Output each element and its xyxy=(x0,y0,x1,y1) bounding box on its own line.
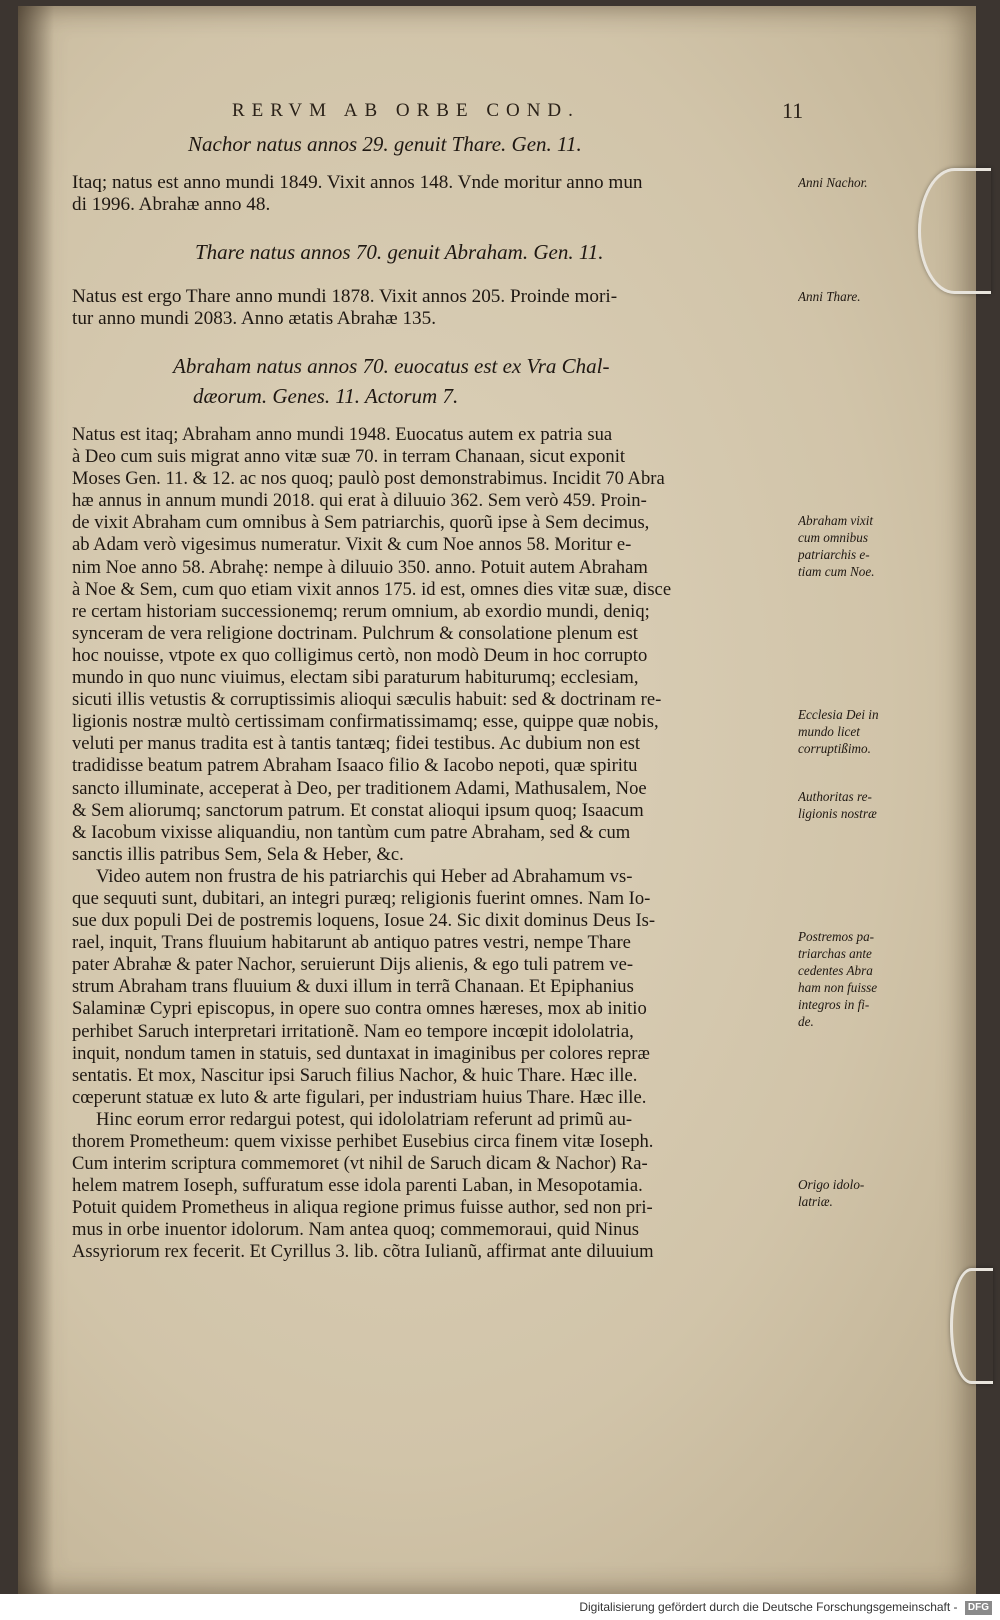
dfg-logo-icon: DFG xyxy=(965,1601,992,1615)
text-line: que sequuti sunt, dubitari, an integri puræq; religionis fuerint omnes. Nam Io- xyxy=(72,887,651,909)
margin-note-line: Ecclesia Dei in xyxy=(798,707,879,722)
text-line: re certam historiam successionemq; rerum omnium, ab exordio mundi, deniq; xyxy=(72,600,650,622)
text-line: ab Adam verò vigesimus numeratur. Vixit & cum Noe annos 58. Moritur e- xyxy=(72,534,632,556)
margin-note-line: patriarchis e- xyxy=(798,547,870,562)
text-line: inquit, nondum tamen in statuis, sed duntaxat in imaginibus per colores repræ xyxy=(72,1042,650,1064)
text-line: sentatis. Et mox, Nascitur ipsi Saruch filius Nachor, & huic Thare. Hæc ille. xyxy=(72,1064,638,1086)
text-line: sicuti illis vetustis & corruptissimis alioqui sæculis habuit: sed & doctrinam re- xyxy=(72,689,662,711)
margin-note-anni-thare xyxy=(798,288,902,305)
gutter-shadow xyxy=(18,6,54,1594)
margin-note-line: Abraham vixit xyxy=(798,513,874,528)
text-line: Cum interim scriptura commemoret (vt nihil de Saruch dicam & Nachor) Ra- xyxy=(72,1153,648,1175)
text-line: tur anno mundi 2083. Anno ætatis Abrahæ 135. xyxy=(72,308,437,330)
section-heading: Nachor natus annos 29. genuit Thare. Gen. 11. xyxy=(188,132,582,156)
text-line: Assyriorum rex fecerit. Et Cyrillus 3. lib. cõtra Iulianũ, affirmat ante diluuium xyxy=(72,1241,654,1263)
page-number: 11 xyxy=(782,98,804,123)
running-title: RERVM AB ORBE COND. xyxy=(232,100,580,121)
margin-note-line: mundo licet xyxy=(798,724,860,739)
margin-note-line: corruptißimo. xyxy=(798,741,871,756)
text-line: & Iacobum vixisse aliquandiu, non tantùm cum patre Abraham, sed & cum xyxy=(72,821,631,843)
section-heading-continued: dæorum. Genes. 11. Actorum 7. xyxy=(193,384,459,408)
margin-note-line: Origo idolo- xyxy=(798,1177,865,1192)
text-line: Natus est ergo Thare anno mundi 1878. Vixit annos 205. Proinde mori- xyxy=(72,286,618,307)
text-line: tradidisse beatum patrem Abraham Isaaco filio & Iacobo nepoti, quæ spiritu xyxy=(72,755,638,777)
text-line: mundo in quo nunc viuimus, electam sibi paraturum habiturumq; ecclesiam, xyxy=(72,667,639,689)
text-line: perhibet Saruch interpretari irritationẽ. Nam eo tempore incœpit idololatria, xyxy=(72,1020,634,1042)
credit-text: Digitalisierung gefördert durch die Deutsche Forschungsgemeinschaft - xyxy=(579,1600,958,1614)
text-line: synceram de vera religione doctrinam. Pulchrum & consolatione plenum est xyxy=(72,622,638,644)
text-line: de vixit Abraham cum omnibus à Sem patriarchis, quorũ ipse à Sem decimus, xyxy=(72,512,650,534)
margin-note-line: triarchas ante xyxy=(798,946,872,961)
margin-note-anni-nachor xyxy=(798,174,902,191)
text-line: hoc nouisse, vtpote ex quo colligimus certò, non modò Deum in hoc corrupto xyxy=(72,644,648,666)
text-line: helem matrem Ioseph, suffuratum esse idola parenti Laban, in Mesopotamia. xyxy=(72,1175,643,1197)
text-line: Itaq; natus est anno mundi 1849. Vixit annos 148. Vnde moritur anno mun xyxy=(72,172,643,193)
margin-note-line: integros in fi- xyxy=(798,997,870,1012)
text-line: & Sem aliorumq; sanctorum patrum. Et constat alioqui ipsum quoq; Isaacum xyxy=(72,799,644,821)
page-clasp xyxy=(950,1268,993,1384)
text-line: veluti per manus tradita est à tantis tantæq; fidei testibus. Ac dubium non est xyxy=(72,733,641,755)
text-line: di 1996. Abrahæ anno 48. xyxy=(72,194,271,216)
text-line: ligionis nostræ multò certissimam confirmatissimamq; esse, quippe quæ nobis, xyxy=(72,711,659,733)
paragraph-abraham xyxy=(72,424,807,1264)
section-heading: Thare natus annos 70. genuit Abraham. Gen. 11. xyxy=(195,240,604,264)
text-line: cœperunt statuæ ex luto & arte figulari, per industriam huius Thare. Hæc ille. xyxy=(72,1086,647,1108)
margin-note-line: cum omnibus xyxy=(798,530,868,545)
text-line: Natus est itaq; Abraham anno mundi 1948. Euocatus autem ex patria sua xyxy=(72,424,613,445)
margin-note-line: cedentes Abra xyxy=(798,963,873,978)
text-line: sue dux populi Dei de postremis loquens, Iosue 24. Sic dixit dominus Deus Is- xyxy=(72,910,656,932)
text-line: sanctis illis patribus Sem, Sela & Heber, &c. xyxy=(72,843,404,865)
paragraph xyxy=(72,286,807,330)
margin-note-line: tiam cum Noe. xyxy=(798,564,875,579)
text-line: Hinc eorum error redargui potest, qui idololatriam referunt ad primũ au- xyxy=(96,1108,633,1130)
text-line: à Deo cum suis migrat anno vitæ suæ 70. in terram Chanaan, sicut exponit xyxy=(72,446,626,468)
margin-note-ecclesia xyxy=(798,706,902,757)
text-line: hæ annus in annum mundi 2018. qui erat à diluuio 362. Sem verò 459. Proin- xyxy=(72,490,647,512)
digitization-credit xyxy=(0,1594,1000,1620)
margin-note-line: Anni Thare. xyxy=(798,289,861,304)
margin-note-line: Anni Nachor. xyxy=(798,175,868,190)
paragraph xyxy=(72,172,807,216)
text-line: rael, inquit, Trans fluuium habitarunt ab antiquo patres vestri, nempe Thare xyxy=(72,932,631,954)
text-line: sancto illuminate, acceperat à Deo, per traditionem Adami, Mathusalem, Noe xyxy=(72,777,647,799)
margin-note-authoritas xyxy=(798,788,902,822)
margin-note-line: ligionis nostræ xyxy=(798,806,877,821)
text-line: Moses Gen. 11. & 12. ac nos quoq; paulò post demonstrabimus. Incidit 70 Abra xyxy=(72,468,665,490)
margin-note-line: Postremos pa- xyxy=(798,929,875,944)
margin-note-postremos xyxy=(798,928,902,1030)
margin-note-line: ham non fuisse xyxy=(798,980,878,995)
text-line: strum Abraham trans fluuium & duxi illum in terrã Chanaan. Et Epiphanius xyxy=(72,976,634,998)
text-line: pater Abrahæ & pater Nachor, seruierunt Dijs alienis, & ego tuli patrem ve- xyxy=(72,954,634,976)
section-heading: Abraham natus annos 70. euocatus est ex Vra Chal- xyxy=(173,354,610,378)
text-line: mus in orbe inuentor idolorum. Nam antea quoq; commemoraui, quid Ninus xyxy=(72,1219,640,1241)
text-line: nim Noe anno 58. Abrahę: nempe à diluuio 350. anno. Potuit autem Abraham xyxy=(72,556,648,578)
text-line: Potuit quidem Prometheus in aliqua regione primus fuisse author, sed non pri- xyxy=(72,1197,653,1219)
text-line: à Noe & Sem, cum quo etiam vixit annos 175. id est, omnes dies vitæ suæ, disce xyxy=(72,578,672,600)
margin-note-line: Authoritas re- xyxy=(798,789,872,804)
margin-note-line: latriæ. xyxy=(798,1194,833,1209)
margin-note-line: de. xyxy=(798,1014,814,1029)
page-clasp xyxy=(918,168,991,294)
text-line: thorem Prometheum: quem vixisse perhibet Eusebius circa finem vitæ Ioseph. xyxy=(72,1131,654,1152)
text-line: Video autem non frustra de his patriarchis qui Heber ad Abrahamum vs- xyxy=(96,865,633,887)
text-line: Salaminæ Cypri episcopus, in opere suo contra omnes hæreses, mox ab initio xyxy=(72,998,647,1020)
margin-note-abraham xyxy=(798,512,902,580)
margin-note-origo-idololatriae xyxy=(798,1176,902,1210)
